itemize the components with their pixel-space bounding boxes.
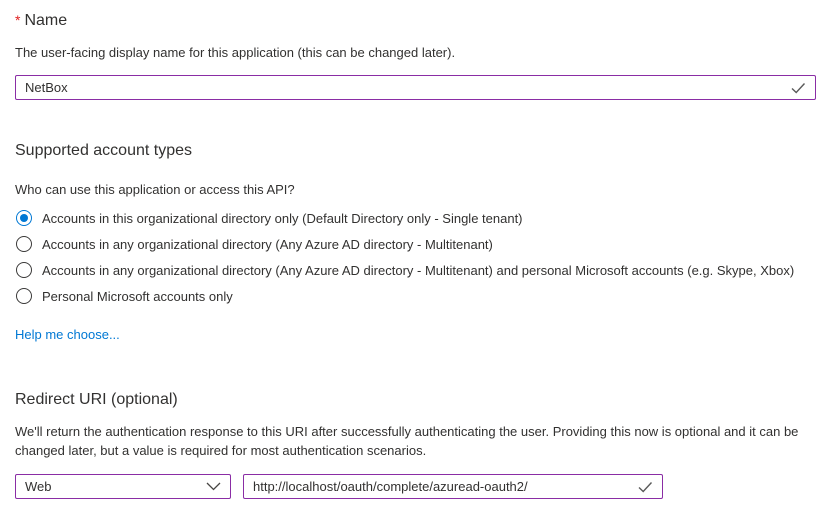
radio-option-multitenant[interactable] — [16, 231, 493, 257]
checkmark-icon — [791, 82, 806, 94]
name-description: The user-facing display name for this application (this can be changed later). — [15, 45, 456, 60]
radio-unselected-icon[interactable] — [16, 262, 32, 278]
chevron-down-icon — [206, 482, 221, 491]
name-input[interactable] — [16, 76, 791, 99]
name-field-heading — [15, 10, 67, 31]
checkmark-icon — [638, 481, 653, 493]
redirect-uri-input[interactable] — [244, 475, 638, 498]
radio-option-single-tenant[interactable] — [16, 205, 523, 231]
radio-option-label: Accounts in any organizational directory (Any Azure AD directory - Multitenant) — [42, 236, 493, 252]
redirect-uri-description: We'll return the authentication response to this URI after successfully authenticating the user. Providing this now is optional and it can be changed later, but a value is required for most authentication scenarios. — [15, 424, 799, 458]
platform-select-value: Web — [25, 479, 52, 494]
redirect-uri-heading: Redirect URI (optional) — [15, 391, 178, 408]
name-input-container — [15, 75, 816, 100]
platform-select[interactable] — [15, 474, 231, 499]
radio-option-label: Accounts in any organizational directory (Any Azure AD directory - Multitenant) and personal Microsoft accounts (e.g. Skype, Xbox) — [42, 262, 795, 278]
required-marker: * — [15, 12, 21, 28]
radio-option-multitenant-personal[interactable] — [16, 257, 794, 283]
redirect-uri-input-container — [243, 474, 663, 499]
account-types-question: Who can use this application or access this API? — [15, 182, 295, 197]
name-label: Name — [24, 12, 68, 29]
radio-option-label: Personal Microsoft accounts only — [42, 288, 233, 304]
radio-unselected-icon[interactable] — [16, 236, 32, 252]
radio-option-label: Accounts in this organizational directory only (Default Directory only - Single tenant) — [42, 210, 523, 226]
radio-unselected-icon[interactable] — [16, 288, 32, 304]
supported-account-types-heading: Supported account types — [15, 142, 193, 159]
help-me-choose-link[interactable]: Help me choose... — [15, 327, 120, 342]
radio-option-personal-only[interactable] — [16, 283, 233, 309]
radio-selected-icon[interactable] — [16, 210, 32, 226]
